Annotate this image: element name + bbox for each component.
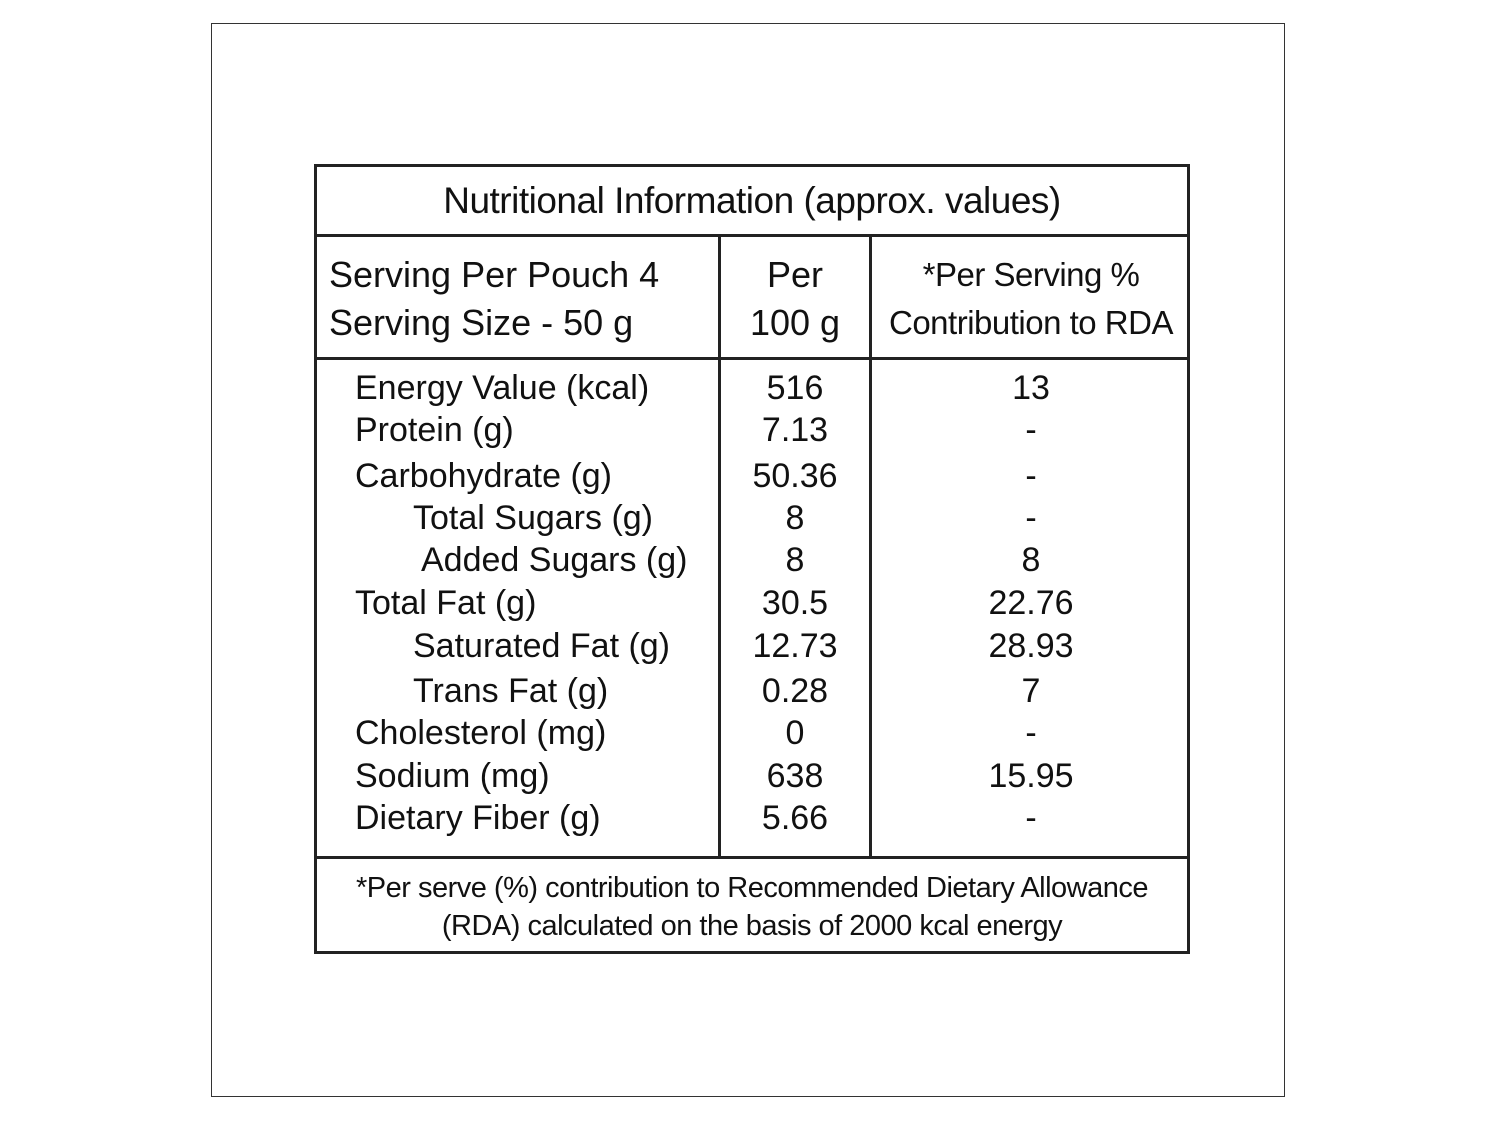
rda-value: -: [1025, 499, 1037, 537]
per-label: Per: [766, 253, 824, 295]
per-100g-value: 638: [766, 757, 824, 795]
table-row: [317, 712, 1187, 755]
per-100g-header: [721, 240, 869, 357]
header-divider: [317, 357, 1187, 360]
nutrient-name: Carbohydrate (g): [355, 457, 613, 495]
table-row: [317, 409, 1187, 452]
rda-value: 28.93: [988, 627, 1074, 665]
per-100g-value: 516: [766, 369, 824, 407]
rda-header: [872, 240, 1190, 357]
nutrient-name: Sodium (mg): [355, 757, 550, 795]
contribution-label: Contribution to RDA: [889, 303, 1173, 341]
table-row: [317, 367, 1187, 410]
100g-label: 100 g: [749, 301, 841, 343]
table-row: [317, 670, 1187, 713]
nutrient-name: Cholesterol (mg): [355, 714, 607, 752]
table-row: [317, 755, 1187, 798]
per-100g-value: 50.36: [752, 457, 838, 495]
nutrient-name: Saturated Fat (g): [413, 627, 671, 665]
per-serving-label: *Per Serving %: [922, 255, 1140, 293]
rda-value: -: [1025, 457, 1037, 495]
rda-value: 13: [1012, 369, 1050, 407]
serving-per-pouch: Serving Per Pouch 4: [329, 253, 660, 295]
rda-footnote: [317, 859, 1187, 954]
per-100g-value: 8: [785, 499, 805, 537]
nutrition-table: [314, 164, 1190, 954]
table-row: [317, 455, 1187, 498]
per-100g-value: 5.66: [761, 799, 829, 837]
nutrient-name: Trans Fat (g): [413, 672, 609, 710]
per-100g-value: 30.5: [761, 584, 829, 622]
nutrient-name: Total Fat (g): [355, 584, 537, 622]
rda-value: 8: [1021, 541, 1041, 579]
nutrient-name: Protein (g): [355, 411, 514, 449]
per-100g-value: 12.73: [752, 627, 838, 665]
rda-value: 7: [1021, 672, 1041, 710]
rda-value: -: [1025, 799, 1037, 837]
table-row: [317, 625, 1187, 668]
per-100g-value: 0.28: [761, 672, 829, 710]
per-100g-value: 8: [785, 541, 805, 579]
nutrient-name: Energy Value (kcal): [355, 369, 650, 407]
table-row: [317, 497, 1187, 540]
table-row: [317, 582, 1187, 625]
footnote-line-1: *Per serve (%) contribution to Recommended Dietary Allowance: [355, 871, 1149, 904]
table-title: Nutritional Information (approx. values): [317, 167, 1187, 237]
table-row: [317, 797, 1187, 840]
rda-value: 15.95: [988, 757, 1074, 795]
per-100g-value: 7.13: [761, 411, 829, 449]
rda-value: -: [1025, 714, 1037, 752]
serving-size: Serving Size - 50 g: [329, 301, 634, 343]
nutrient-name: Dietary Fiber (g): [355, 799, 601, 837]
nutrient-name: Added Sugars (g): [421, 541, 688, 579]
footnote-line-2: (RDA) calculated on the basis of 2000 kcal energy: [441, 909, 1063, 942]
rda-value: 22.76: [988, 584, 1074, 622]
table-row: [317, 539, 1187, 582]
nutrient-name: Total Sugars (g): [413, 499, 653, 537]
serving-info-header: [329, 240, 715, 357]
per-100g-value: 0: [785, 714, 805, 752]
rda-value: -: [1025, 411, 1037, 449]
